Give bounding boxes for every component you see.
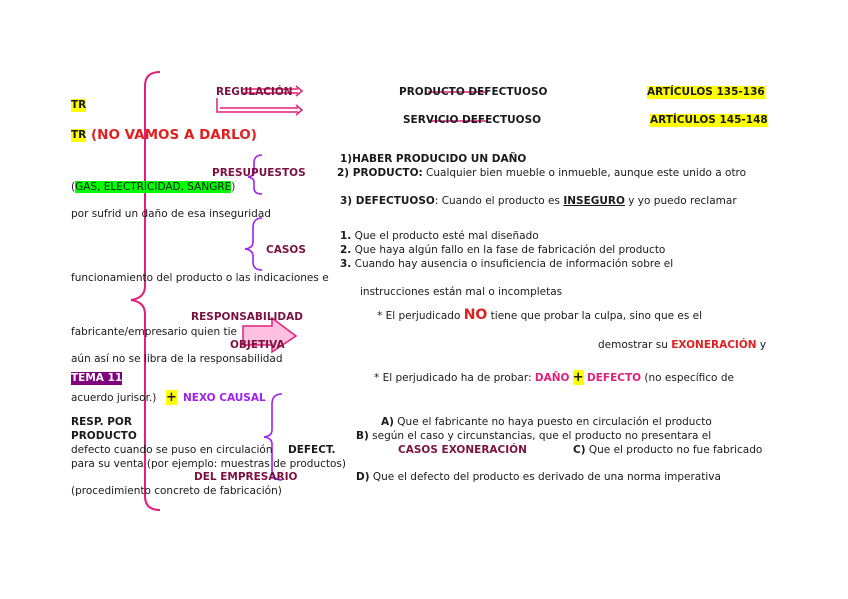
- caso-1: 1. Que el producto esté mal diseñado: [340, 230, 539, 242]
- exoneracion-d: D) Que el defecto del producto es derivado de una norma imperativa: [356, 471, 721, 483]
- articulos-145-148: ARTÍCULOS 145-148: [650, 114, 768, 126]
- del-empresario-label: DEL EMPRESARIO: [194, 471, 298, 483]
- regulacion-label: REGULACIÓN: [216, 86, 293, 98]
- presupuesto-2-cont: (GAS, ELECTRICIDAD, SANGRE): [71, 181, 236, 193]
- caso-2: 2. Que haya algún fallo en la fase de fabricación del producto: [340, 244, 666, 256]
- resp-por-label: RESP. POR: [71, 416, 132, 428]
- tr-label-1: TR: [71, 99, 87, 111]
- perjudicado-probar: * El perjudicado ha de probar: DAÑO + DEFECTO (no específico de: [374, 370, 734, 385]
- exoneracion-d-cont: (procedimiento concreto de fabricación): [71, 485, 282, 497]
- perjudicado-no-cont-2: aún así no se libra de la responsabilidad: [71, 353, 283, 365]
- articulos-135-136: ARTÍCULOS 135-136: [647, 86, 765, 98]
- no-vamos-note: (NO VAMOS A DARLO): [91, 127, 257, 143]
- defect-label: DEFECT.: [288, 444, 336, 456]
- exoneracion-c: C) Que el producto no fue fabricado: [573, 444, 763, 456]
- acuerdo-jurisor: acuerdo jurisor.): [71, 392, 157, 404]
- exoneracion-b: B) según el caso y circunstancias, que el producto no presentara el: [356, 430, 712, 442]
- servicio-defectuoso: SERVICIO DEFECTUOSO: [403, 114, 542, 126]
- responsabilidad-label: RESPONSABILIDAD: [191, 311, 303, 323]
- casos-exoneracion-label: CASOS EXONERACIÓN: [398, 444, 527, 456]
- caso-3-cont-2: instrucciones están mal o incompletas: [360, 286, 563, 298]
- presupuesto-1: 1)HABER PRODUCIDO UN DAÑO: [340, 153, 527, 165]
- presupuestos-label: PRESUPUESTOS: [212, 167, 306, 179]
- exoneracion-a: A) Que el fabricante no haya puesto en circulación el producto: [381, 416, 712, 428]
- producto-label: PRODUCTO: [71, 430, 137, 442]
- tema-11-link[interactable]: TEMA 11: [71, 372, 123, 384]
- objetiva-label: OBJETIVA: [230, 339, 285, 351]
- casos-label: CASOS: [266, 244, 306, 256]
- demostrar-exoneracion: demostrar su EXONERACIÓN y: [598, 339, 767, 351]
- perjudicado-no-cont: fabricante/empresario quien tie: [71, 326, 237, 338]
- tr-label-2: TR: [71, 129, 87, 141]
- presupuesto-2: 2) PRODUCTO: Cualquier bien mueble o inmueble, aunque este unido a otro: [337, 167, 747, 179]
- casos-brace: [245, 218, 262, 270]
- exoneracion-b-cont: defecto cuando se puso en circulación: [71, 444, 273, 456]
- plus-sign: +: [166, 390, 177, 405]
- exoneracion-c-cont: para su venta (por ejemplo: muestras de productos): [71, 458, 346, 470]
- caso-3-cont-1: funcionamiento del producto o las indicaciones e: [71, 272, 329, 284]
- presupuesto-3-cont: por sufrid un daño de esa inseguridad: [71, 208, 271, 220]
- perjudicado-no: * El perjudicado NO tiene que probar la culpa, sino que es el: [377, 307, 703, 323]
- producto-defectuoso: PRODUCTO DEFECTUOSO: [399, 86, 548, 98]
- nexo-causal: NEXO CAUSAL: [183, 392, 266, 404]
- caso-3: 3. Cuando hay ausencia o insuficiencia de información sobre el: [340, 258, 674, 270]
- presupuesto-3: 3) DEFECTUOSO: Cuando el producto es INSEGURO y yo puedo reclamar: [340, 195, 737, 207]
- regulacion-arrow-2: [217, 98, 302, 115]
